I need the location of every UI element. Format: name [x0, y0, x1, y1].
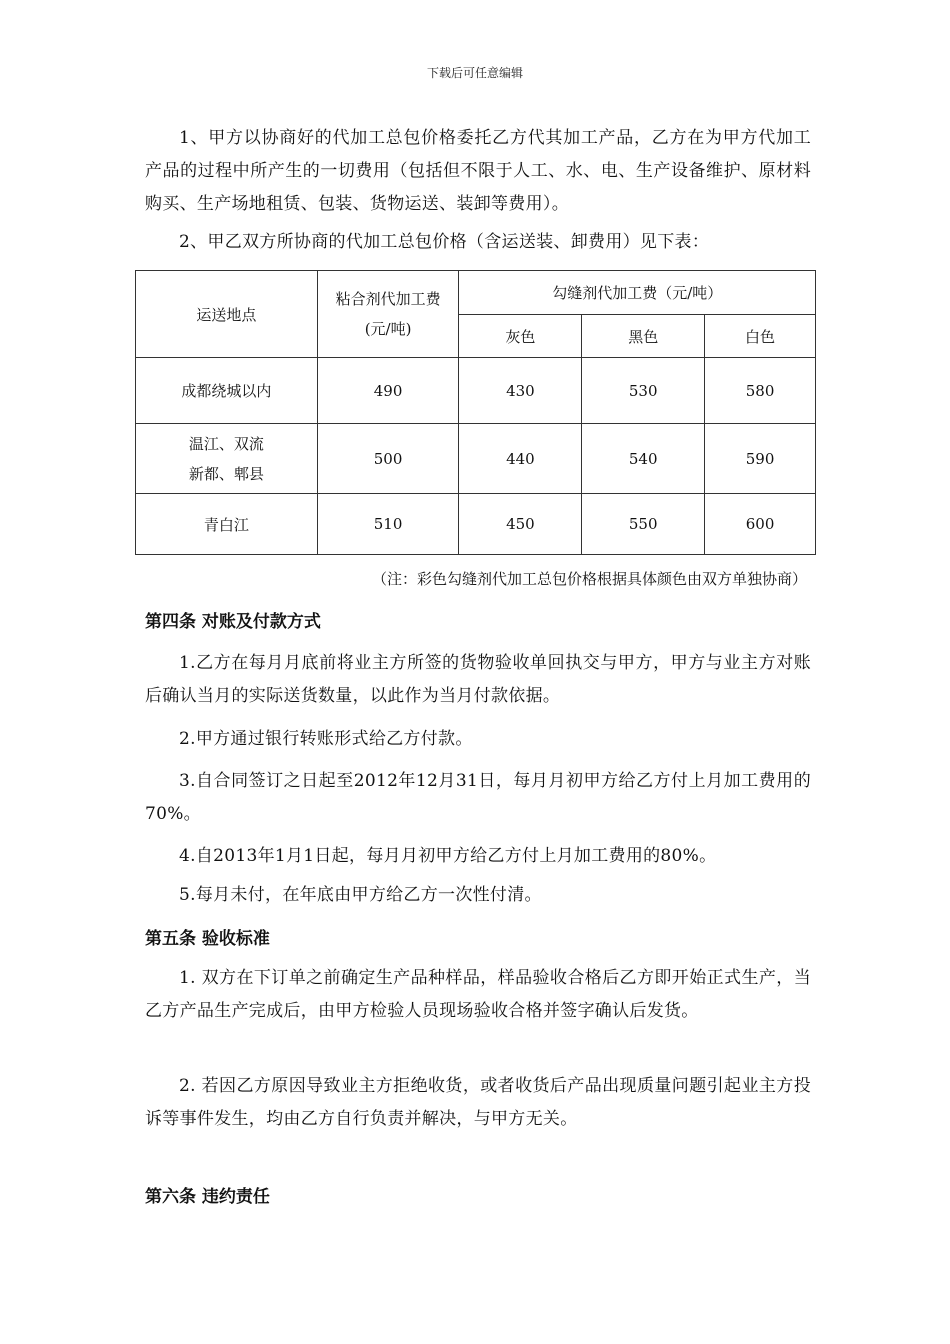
article4-item-5 — [145, 879, 811, 912]
table-note: （注：彩色勾缝剂代加工总包价格根据具体颜色由双方单独协商） — [371, 570, 807, 588]
row-white: 580 — [705, 358, 816, 424]
header-grout: 勾缝剂代加工费（元/吨） — [459, 271, 816, 315]
row-location: 成都绕城以内 — [136, 358, 318, 424]
header-black: 黑色 — [582, 315, 705, 358]
header-grey: 灰色 — [459, 315, 582, 358]
article5-item-1 — [145, 962, 811, 1028]
article4-item-4 — [145, 840, 811, 873]
row-adhesive: 490 — [317, 358, 459, 424]
header-white: 白色 — [705, 315, 816, 358]
row-white: 590 — [705, 424, 816, 494]
article6-heading: 第六条 违约责任 — [145, 1187, 270, 1207]
header-adhesive-line1: 粘合剂代加工费 — [335, 290, 441, 308]
intro-clause-2 — [145, 226, 811, 259]
article4-item-1 — [145, 647, 811, 713]
row-grey: 430 — [459, 358, 582, 424]
page-header-watermark: 下载后可任意编辑 — [426, 66, 523, 80]
article5-item-2 — [145, 1070, 811, 1136]
article4-item-4-text: 4.自2013年1月1日起，每月月初甲方给乙方付上月加工费用的80%。 — [179, 846, 717, 866]
row-grey: 450 — [459, 494, 582, 555]
row-adhesive: 500 — [317, 424, 459, 494]
article4-item-2-text: 2.甲方通过银行转账形式给乙方付款。 — [179, 729, 473, 749]
row-location: 青白江 — [136, 494, 318, 555]
row-black: 530 — [582, 358, 705, 424]
row-white: 600 — [705, 494, 816, 555]
table-header-row-1 — [136, 271, 816, 315]
intro-clause-1 — [145, 122, 811, 221]
row-black: 550 — [582, 494, 705, 555]
article4-item-5-text: 5.每月未付，在年底由甲方给乙方一次性付清。 — [179, 885, 542, 905]
table-row — [136, 358, 816, 424]
row-location-line1: 温江、双流 — [188, 434, 264, 453]
article4-item-1-text: 1.乙方在每月月底前将业主方所签的货物验收单回执交与甲方，甲方与业主方对账后确认当月的实际送货数量，以此作为当月付款依据。 — [145, 653, 811, 706]
row-location — [136, 424, 318, 494]
article4-item-3-text: 3.自合同签订之日起至2012年12月31日，每月月初甲方给乙方付上月加工费用的70%。 — [145, 771, 811, 824]
header-adhesive-line2: (元/吨) — [364, 320, 412, 338]
price-table — [135, 270, 816, 555]
row-location-line2: 新都、郫县 — [188, 464, 264, 483]
article4-item-3 — [145, 765, 811, 831]
article4-heading: 第四条 对账及付款方式 — [145, 612, 321, 632]
table-row — [136, 494, 816, 555]
header-location: 运送地点 — [136, 271, 318, 358]
row-black: 540 — [582, 424, 705, 494]
article5-item-1-text: 1. 双方在下订单之前确定生产品种样品，样品验收合格后乙方即开始正式生产，当乙方产品生产完成后，由甲方检验人员现场验收合格并签字确认后发货。 — [145, 968, 811, 1021]
article4-item-2 — [145, 723, 811, 756]
intro-clause-2-text: 2、甲乙双方所协商的代加工总包价格（含运送装、卸费用）见下表： — [179, 232, 710, 252]
table-row — [136, 424, 816, 494]
article5-item-2-text: 2. 若因乙方原因导致业主方拒绝收货，或者收货后产品出现质量问题引起业主方投诉等事件发生，均由乙方自行负责并解决，与甲方无关。 — [145, 1076, 811, 1129]
intro-clause-1-text: 1、甲方以协商好的代加工总包价格委托乙方代其加工产品，乙方在为甲方代加工产品的过程中所产生的一切费用（包括但不限于人工、水、电、生产设备维护、原材料购买、生产场地租赁、包装、货物运送、装卸等费用）。 — [145, 128, 811, 214]
article5-heading: 第五条 验收标准 — [145, 929, 270, 949]
header-adhesive — [317, 271, 459, 358]
row-adhesive: 510 — [317, 494, 459, 555]
row-grey: 440 — [459, 424, 582, 494]
